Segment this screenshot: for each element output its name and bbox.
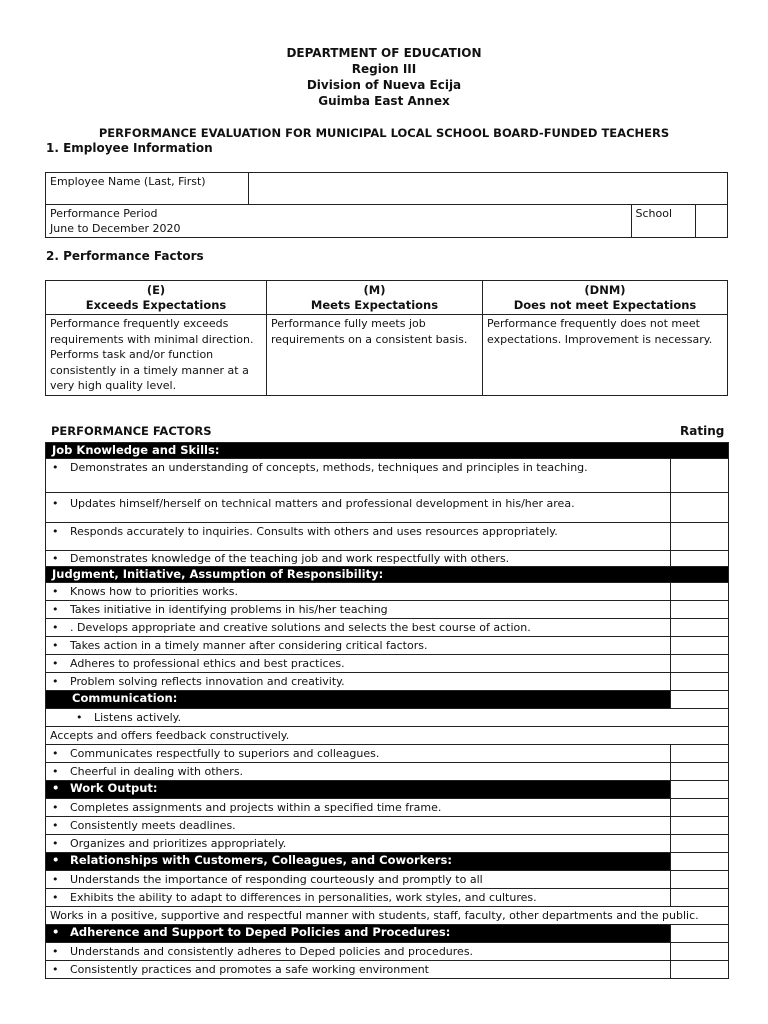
meets-header — [267, 281, 483, 315]
rating-cell[interactable] — [671, 925, 729, 943]
work-item-2: • Consistently meets deadlines. — [46, 817, 671, 835]
job-item-2: • Updates himself/herself on technical matters and professional development in his/her area. — [46, 493, 671, 523]
work-output-title: • Work Output: — [46, 781, 671, 799]
rating-cell[interactable] — [671, 673, 729, 691]
relationships-item-2: • Exhibits the ability to adapt to differences in personalities, work styles, and cultures. — [46, 889, 671, 907]
rating-cell[interactable] — [671, 637, 729, 655]
dnm-code: (DNM) — [584, 283, 626, 297]
judgment-item-6: • Problem solving reflects innovation and creativity. — [46, 673, 671, 691]
employee-name-label: Employee Name (Last, First) — [46, 173, 249, 205]
school-label: School — [631, 205, 695, 238]
rating-cell[interactable] — [671, 601, 729, 619]
judgment-item-1: • Knows how to priorities works. — [46, 583, 671, 601]
employee-info-heading: 1. Employee Information — [46, 141, 213, 155]
region-heading: Region III — [351, 62, 417, 76]
communication-item-4: • Cheerful in dealing with others. — [46, 763, 671, 781]
rating-cell[interactable] — [671, 835, 729, 853]
judgment-title: Judgment, Initiative, Assumption of Responsibility: — [46, 567, 729, 583]
rating-cell[interactable] — [671, 943, 729, 961]
relationships-title: • Relationships with Customers, Colleagues, and Coworkers: — [46, 853, 671, 871]
form-title: PERFORMANCE EVALUATION FOR MUNICIPAL LOCAL SCHOOL BOARD-FUNDED TEACHERS — [98, 126, 670, 140]
performance-period-value: June to December 2020 — [50, 222, 181, 235]
judgment-item-3: • . Develops appropriate and creative solutions and selects the best course of action. — [46, 619, 671, 637]
rating-cell[interactable] — [671, 871, 729, 889]
employee-info-table — [45, 172, 728, 238]
judgment-item-4: • Takes action in a timely manner after considering critical factors. — [46, 637, 671, 655]
rating-cell[interactable] — [671, 781, 729, 799]
rating-cell[interactable] — [671, 551, 729, 567]
school-field[interactable] — [695, 205, 727, 238]
rating-cell[interactable] — [671, 583, 729, 601]
meets-title: Meets Expectations — [310, 298, 439, 312]
rating-cell[interactable] — [671, 853, 729, 871]
adherence-item-2: • Consistently practices and promotes a safe working environment — [46, 961, 671, 979]
rating-cell[interactable] — [671, 655, 729, 673]
rating-cell[interactable] — [671, 889, 729, 907]
work-item-3: • Organizes and prioritizes appropriately. — [46, 835, 671, 853]
rating-cell[interactable] — [671, 493, 729, 523]
communication-item-1: • Listens actively. — [46, 709, 729, 727]
exceeds-code: (E) — [146, 283, 166, 297]
dnm-title: Does not meet Expectations — [513, 298, 697, 312]
communication-item-3: • Communicates respectfully to superiors and colleagues. — [46, 745, 671, 763]
judgment-item-5: • Adheres to professional ethics and best practices. — [46, 655, 671, 673]
judgment-item-2: • Takes initiative in identifying problems in his/her teaching — [46, 601, 671, 619]
rating-table — [45, 442, 729, 979]
rating-cell[interactable] — [671, 619, 729, 637]
rating-cell[interactable] — [671, 745, 729, 763]
rating-cell[interactable] — [671, 763, 729, 781]
meets-description: Performance fully meets job requirements on a consistent basis. — [267, 315, 483, 396]
rating-cell[interactable] — [671, 523, 729, 551]
rating-cell[interactable] — [671, 459, 729, 493]
relationships-item-1: • Understands the importance of responding courteously and promptly to all — [46, 871, 671, 889]
relationships-item-3: Works in a positive, supportive and respectful manner with students, staff, faculty, other departments and the public. — [46, 907, 729, 925]
rating-cell[interactable] — [671, 691, 729, 709]
rating-heading: Rating — [680, 424, 725, 438]
rating-scale-table — [45, 280, 728, 396]
communication-title: Communication: — [46, 691, 671, 709]
rating-cell[interactable] — [671, 817, 729, 835]
dept-heading: DEPARTMENT OF EDUCATION — [286, 46, 482, 60]
rating-cell[interactable] — [671, 961, 729, 979]
work-item-1: • Completes assignments and projects within a specified time frame. — [46, 799, 671, 817]
performance-factors-heading: 2. Performance Factors — [46, 249, 204, 263]
communication-item-2: Accepts and offers feedback constructively. — [46, 727, 729, 745]
division-heading: Division of Nueva Ecija — [306, 78, 462, 92]
adherence-item-1: • Understands and consistently adheres to Deped policies and procedures. — [46, 943, 671, 961]
exceeds-description: Performance frequently exceeds requirements with minimal direction. Performs task and/or function consistently in a timely manner at a very high quality level. — [46, 315, 267, 396]
meets-code: (M) — [363, 283, 386, 297]
exceeds-header — [46, 281, 267, 315]
factors-table-heading: PERFORMANCE FACTORS — [51, 424, 212, 438]
performance-period-cell — [46, 205, 632, 238]
job-item-3: • Responds accurately to inquiries. Consults with others and uses resources appropriately. — [46, 523, 671, 551]
rating-cell[interactable] — [671, 799, 729, 817]
exceeds-title: Exceeds Expectations — [85, 298, 227, 312]
job-knowledge-title: Job Knowledge and Skills: — [46, 443, 729, 459]
adherence-title: • Adherence and Support to Deped Policies and Procedures: — [46, 925, 671, 943]
performance-period-label: Performance Period — [50, 207, 158, 220]
employee-name-field[interactable] — [249, 173, 728, 205]
job-item-1: • Demonstrates an understanding of concepts, methods, techniques and principles in teaching. — [46, 459, 671, 493]
job-item-4: • Demonstrates knowledge of the teaching job and work respectfully with others. — [46, 551, 671, 567]
dnm-description: Performance frequently does not meet expectations. Improvement is necessary. — [483, 315, 728, 396]
school-heading: Guimba East Annex — [318, 94, 450, 108]
dnm-header — [483, 281, 728, 315]
